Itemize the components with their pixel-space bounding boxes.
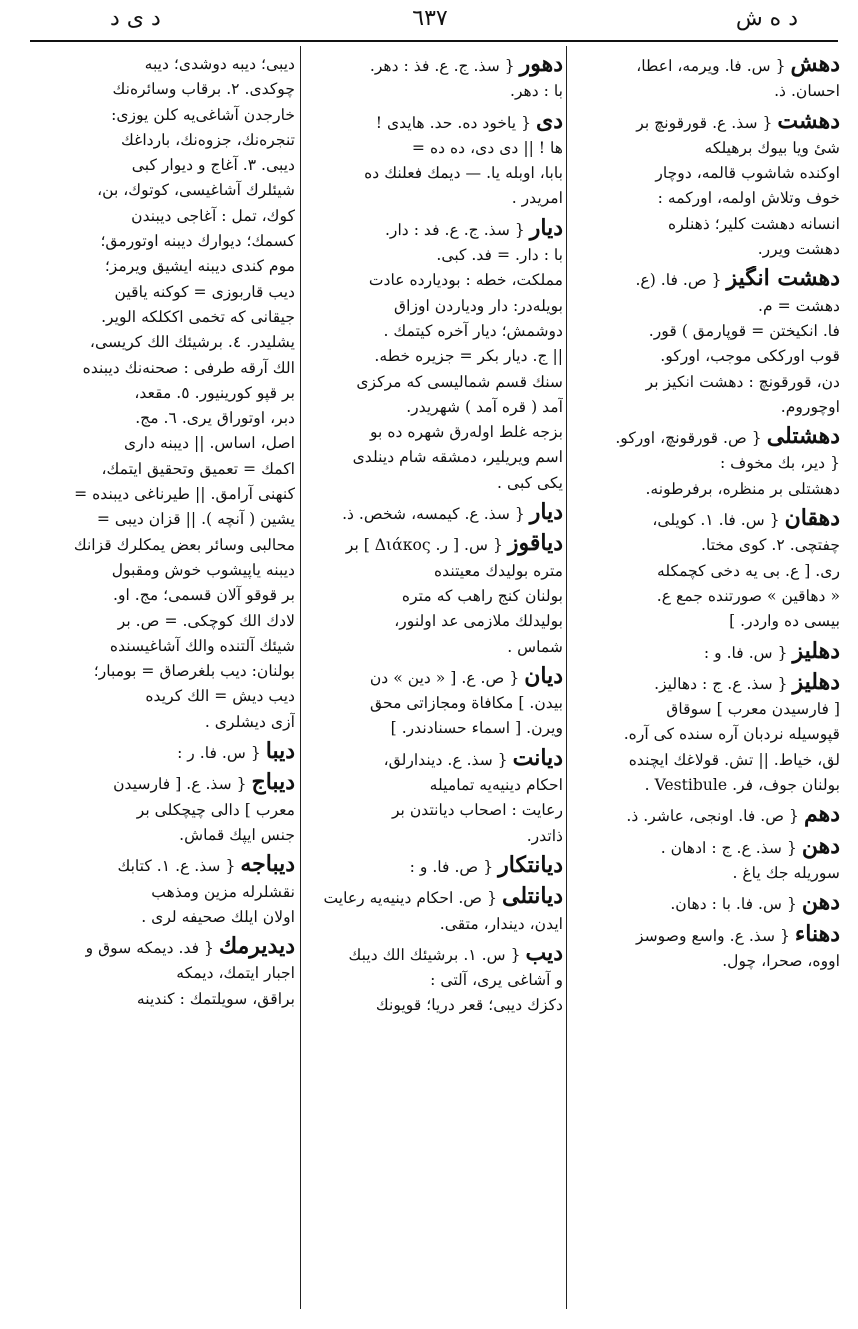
dictionary-entry bbox=[570, 266, 840, 420]
entry-line bbox=[305, 294, 563, 319]
definition-text: امریدر . bbox=[511, 189, 563, 208]
entry-line bbox=[25, 739, 295, 766]
definition-text: سنك قسم شمالیسی که مرکزی bbox=[356, 372, 563, 391]
definition-text: { ص. احکام دینیه‌یه رعایت bbox=[323, 889, 498, 908]
entry-line bbox=[25, 381, 295, 406]
definition-text: یشلیدر. ٤. برشیئك الك کریسی، bbox=[89, 333, 295, 352]
column-divider bbox=[566, 46, 567, 1309]
entry-line bbox=[25, 229, 295, 254]
entry-line bbox=[570, 451, 840, 476]
dictionary-entry bbox=[305, 746, 563, 849]
definition-text: { ص. ع. [ « دین » دن bbox=[369, 668, 520, 687]
definition-text: { سذ. ج. ع. فد : دار. bbox=[384, 220, 525, 239]
entry-line bbox=[570, 773, 840, 798]
definition-text: قپوسیله نردبان آره سنده کی آره‌. bbox=[623, 725, 840, 744]
definition-text: کسمك؛ دیوارك دیبنه اوتورمق؛ bbox=[100, 232, 295, 251]
page-number: ٦٣٧ bbox=[412, 6, 448, 31]
entry-line bbox=[570, 477, 840, 502]
dictionary-entry bbox=[305, 52, 563, 105]
definition-text: بولیدلك ملازمی عد اولنور، bbox=[394, 612, 563, 631]
entry-line bbox=[570, 697, 840, 722]
dictionary-entry bbox=[25, 770, 295, 848]
definition-text: { سذ. ع. دیندارلق، bbox=[383, 750, 508, 769]
entry-line bbox=[570, 802, 840, 829]
headword: دهلیز bbox=[792, 669, 840, 695]
running-head-right: د ه ش bbox=[735, 6, 798, 31]
definition-text: الك آرقه طرفی : صحنه‌نك دیبنده bbox=[82, 358, 295, 377]
entry-line bbox=[305, 635, 563, 660]
headword: دهلیز bbox=[792, 638, 840, 664]
entry-line bbox=[305, 370, 563, 395]
definition-text: || ج. دیار بکر = جزیره خطه. bbox=[374, 347, 563, 366]
definition-text: یکی کبی . bbox=[497, 473, 563, 492]
definition-text: دبر، اوتوراق یری. ٦. مج. bbox=[135, 409, 295, 428]
dictionary-entry bbox=[25, 852, 295, 930]
column-right bbox=[570, 52, 840, 1317]
entry-line bbox=[25, 961, 295, 986]
definition-text: بولنان: دیب بلغرصاق = بومبار؛ bbox=[93, 662, 295, 681]
entry-line bbox=[25, 880, 295, 905]
headword: دهناء bbox=[794, 921, 840, 947]
entry-line bbox=[25, 987, 295, 1012]
definition-text: شیئك آلتنده والك آشاغیسنده bbox=[109, 636, 295, 655]
definition-text: چوکدی. ٢. برقاب وسائره‌نك bbox=[112, 80, 295, 99]
entry-line bbox=[25, 280, 295, 305]
definition-text: چفتچی. ٢. کوی مختا. bbox=[701, 536, 840, 555]
entry-line bbox=[305, 609, 563, 634]
entry-line bbox=[25, 153, 295, 178]
dictionary-entry bbox=[305, 216, 563, 496]
entry-line bbox=[305, 268, 563, 293]
running-head-left: د ی د bbox=[110, 6, 161, 31]
entry-line bbox=[25, 507, 295, 532]
definition-text: { سذ. ع. واسع وصوسز bbox=[635, 926, 790, 945]
entry-line bbox=[25, 178, 295, 203]
definition-text: جیقانی که تخمی اککلکه الویر. bbox=[101, 307, 295, 326]
entry-line bbox=[305, 344, 563, 369]
entry-line bbox=[25, 558, 295, 583]
entry-line bbox=[305, 584, 563, 609]
definition-text: { ص. فا. (ع. bbox=[635, 271, 722, 290]
entry-line bbox=[305, 79, 563, 104]
entry-line bbox=[25, 798, 295, 823]
entry-line bbox=[570, 161, 840, 186]
entry-line bbox=[25, 305, 295, 330]
definition-text: اولان ایلك صحیفه لری . bbox=[141, 907, 295, 926]
definition-text: { س. [ ر. Διάκος ] بر bbox=[345, 536, 503, 555]
entry-line bbox=[570, 861, 840, 886]
definition-text: شماس . bbox=[507, 637, 563, 656]
entry-line bbox=[570, 949, 840, 974]
entry-line bbox=[305, 161, 563, 186]
entry-line bbox=[25, 356, 295, 381]
definition-text: { سذ. ع. ج : دهالیز. bbox=[654, 674, 788, 693]
entry-line bbox=[25, 823, 295, 848]
definition-text: اوچوروم. bbox=[780, 397, 840, 416]
entry-line bbox=[570, 922, 840, 949]
definition-text: دیب دیش = الك کریده bbox=[145, 687, 295, 706]
entry-line bbox=[305, 136, 563, 161]
definition-text: دن، قورقونچ : دهشت انکیز بر bbox=[645, 372, 840, 391]
headword: دیار bbox=[529, 215, 563, 241]
definition-text: { س. فا. ویرمه، اعطا، bbox=[636, 57, 786, 75]
headword: دهش bbox=[790, 52, 840, 77]
entry-line bbox=[570, 748, 840, 773]
headword: دهشت bbox=[777, 108, 840, 134]
definition-text: متره بولیدك معیتنده bbox=[434, 561, 563, 580]
dictionary-entry bbox=[305, 941, 563, 1019]
entry-line bbox=[570, 506, 840, 533]
entry-line bbox=[570, 186, 840, 211]
entry-line bbox=[25, 431, 295, 456]
definition-text: موم کندی دیبنه ایشیق ویرمز؛ bbox=[104, 257, 295, 276]
definition-text: رعایت : اصحاب دیانتدن بر bbox=[391, 801, 563, 820]
headword: دهن bbox=[801, 833, 840, 859]
entry-line bbox=[570, 136, 840, 161]
entry-line bbox=[570, 424, 840, 451]
definition-text: بولنان کنج راهب که متره bbox=[401, 586, 563, 605]
dictionary-entry bbox=[25, 934, 295, 1012]
definition-text: فا. انکیختن = قوپارمق ) قور. bbox=[648, 321, 840, 340]
headword: دهشت انگیز bbox=[726, 266, 840, 292]
entry-line bbox=[305, 319, 563, 344]
definition-text: محالبی وسائر بعض یمکلرك قزانك bbox=[73, 535, 295, 554]
definition-text: { ص. فا. اونجی، عاشر. ذ. bbox=[626, 807, 799, 826]
entry-line bbox=[25, 583, 295, 608]
entry-line bbox=[25, 457, 295, 482]
definition-text: اجبار ایتمك، دیمکه bbox=[176, 964, 295, 983]
dictionary-entry bbox=[570, 834, 840, 887]
definition-text: دهشت = م. bbox=[758, 296, 840, 315]
entry-line bbox=[305, 186, 563, 211]
entry-line bbox=[305, 395, 563, 420]
definition-text: اسم ویریلیر، دمشقه شام دینلدی bbox=[352, 448, 563, 467]
entry-line bbox=[305, 912, 563, 937]
definition-text: سوریله جك یاغ . bbox=[732, 863, 840, 882]
definition-text: { سذ. ع. قورقونچ بر bbox=[636, 113, 773, 132]
headword: دیب bbox=[525, 940, 563, 966]
definition-text: { ص. فا. و : bbox=[409, 857, 494, 876]
headword: دی bbox=[535, 108, 563, 134]
entry-line bbox=[25, 659, 295, 684]
definition-text: مملکت، خطه : بودیارده عادت bbox=[368, 271, 563, 290]
entry-line bbox=[570, 584, 840, 609]
column-middle bbox=[305, 52, 563, 1317]
headword: دهور bbox=[519, 52, 563, 77]
entry-line bbox=[25, 905, 295, 930]
entry-line bbox=[305, 109, 563, 136]
entry-line bbox=[570, 294, 840, 319]
dictionary-entry bbox=[25, 52, 295, 735]
entry-line bbox=[570, 639, 840, 666]
definition-text: نقشلرله مزین ومذهب bbox=[151, 882, 295, 901]
definition-text: اووه، صحرا، چول. bbox=[722, 951, 840, 970]
entry-line bbox=[305, 52, 563, 79]
definition-text: دیبنه یاپیشوب خوش ومقبول bbox=[111, 560, 295, 579]
entry-line bbox=[305, 773, 563, 798]
entry-line bbox=[25, 254, 295, 279]
dictionary-entry bbox=[570, 922, 840, 975]
headword: دیانتکار bbox=[498, 852, 563, 878]
definition-text: { دیر، بك مخوف : bbox=[719, 454, 840, 473]
definition-text: کوك، تمل : آغاجی دیبندن bbox=[131, 206, 295, 225]
definition-text: دیب قاربوزی = کوکنه یاقین bbox=[114, 282, 295, 301]
definition-text: خوف وتلاش اولمه، اورکمه : bbox=[657, 189, 840, 208]
entry-line bbox=[570, 319, 840, 344]
entry-line bbox=[25, 406, 295, 431]
definition-text: { سذ. ج. ع. فذ : دهر. bbox=[369, 57, 515, 75]
headword: دیبا bbox=[265, 739, 295, 765]
entry-line bbox=[25, 77, 295, 102]
headword: دهشتلی bbox=[766, 424, 840, 450]
definition-text: { س. ١. برشیئك الك دیبك bbox=[348, 945, 521, 964]
definition-text: { س. فا. و : bbox=[703, 643, 788, 662]
entry-line bbox=[25, 204, 295, 229]
entry-line bbox=[25, 609, 295, 634]
entry-line bbox=[305, 243, 563, 268]
headword: دیباج bbox=[251, 770, 295, 796]
entry-line bbox=[570, 559, 840, 584]
definition-text: معرب ] دالی چیچکلی بر bbox=[136, 800, 295, 819]
definition-text: { یاخود ده. حد. هایدی ! bbox=[375, 113, 531, 132]
entry-line bbox=[570, 237, 840, 262]
definition-text: [ فارسیدن معرب ] سوقاق bbox=[666, 700, 840, 719]
definition-text: با : دار. = فد. کبی. bbox=[436, 246, 563, 265]
entry-line bbox=[305, 716, 563, 741]
entry-line bbox=[25, 684, 295, 709]
definition-text: { ص. قورقونچ، اورکو. bbox=[615, 429, 762, 448]
dictionary-entry bbox=[570, 424, 840, 502]
dictionary-entry bbox=[25, 739, 295, 766]
entry-line bbox=[305, 993, 563, 1018]
definition-text: ها ! || دی دی، ده ده = bbox=[411, 138, 563, 157]
entry-line bbox=[570, 670, 840, 697]
headword: دهقان bbox=[784, 506, 840, 532]
definition-text: بر قوقو آلان قسمی؛ مج. او. bbox=[113, 586, 295, 605]
headword: دیاقوز bbox=[507, 531, 563, 557]
entry-line bbox=[25, 852, 295, 879]
definition-text: بر قپو کورینیور. ٥. مقعد، bbox=[134, 383, 295, 402]
definition-text: شیئلرك آشاغیسی، کوتوك، بن، bbox=[97, 181, 295, 200]
headword: دیانت bbox=[512, 745, 563, 771]
dictionary-entry bbox=[305, 109, 563, 212]
definition-text: احکام دینیه‌یه تمامیله bbox=[429, 776, 563, 795]
headword: دیان bbox=[524, 663, 563, 689]
dictionary-entry bbox=[570, 109, 840, 263]
definition-text: دیبی. ٣. آغاج و دیوار کبی bbox=[131, 156, 295, 175]
definition-text: { سذ. ع. ١. کتابك bbox=[117, 857, 236, 876]
headword: دیار bbox=[529, 500, 563, 526]
entry-line bbox=[570, 79, 840, 104]
entry-line bbox=[25, 770, 295, 797]
entry-line bbox=[305, 798, 563, 823]
entry-line bbox=[25, 330, 295, 355]
entry-line bbox=[305, 853, 563, 880]
definition-text: شیٔ ویا بیوك برهیلکه bbox=[704, 138, 840, 157]
definition-text: { سذ. ع. ج : ادهان . bbox=[660, 838, 797, 857]
definition-text: بویله‌در: دار ودیاردن اوزاق bbox=[394, 296, 563, 315]
entry-line bbox=[305, 559, 563, 584]
definition-text: لق، خیاط. || تش. قولاغك ایچنده bbox=[628, 750, 840, 769]
entry-line bbox=[305, 664, 563, 691]
entry-line bbox=[570, 52, 840, 79]
dictionary-entry bbox=[570, 52, 840, 105]
definition-text: انسانه دهشت کلیر؛ ذهنلره bbox=[668, 214, 840, 233]
definition-text: اصل، اساس. || دیبنه داری bbox=[124, 434, 295, 453]
entry-line bbox=[570, 344, 840, 369]
dictionary-entry bbox=[570, 802, 840, 829]
definition-text: { س. فا. با : دهان. bbox=[670, 895, 797, 914]
entry-line bbox=[25, 103, 295, 128]
entry-line bbox=[25, 52, 295, 77]
entry-line bbox=[570, 533, 840, 558]
entry-line bbox=[305, 691, 563, 716]
dictionary-entry bbox=[570, 670, 840, 798]
headword: دیدیرمك bbox=[218, 934, 295, 960]
entry-line bbox=[25, 128, 295, 153]
entry-line bbox=[305, 445, 563, 470]
entry-line bbox=[570, 609, 840, 634]
definition-text: بزجه غلط اوله‌رق شهره ده بو bbox=[370, 423, 563, 442]
entry-line bbox=[305, 746, 563, 773]
definition-text: { فد. دیمکه سوق و bbox=[85, 939, 214, 958]
dictionary-entry bbox=[305, 884, 563, 937]
header-rule bbox=[30, 40, 838, 42]
entry-line bbox=[570, 722, 840, 747]
definition-text: احسان. ذ. bbox=[774, 82, 840, 101]
entry-line bbox=[305, 968, 563, 993]
definition-text: آمد ( قره آمد ) شهریدر. bbox=[406, 397, 563, 416]
entry-line bbox=[305, 420, 563, 445]
dictionary-entry bbox=[305, 531, 563, 659]
definition-text: { سذ. ع. [ فارسیدن bbox=[113, 775, 247, 794]
definition-text: دهشت ویرر. bbox=[757, 240, 840, 259]
dictionary-entry bbox=[570, 890, 840, 917]
definition-text: بیسی ده واردر. ] bbox=[729, 612, 840, 631]
definition-text: براقق، سویلتمك : کندینه bbox=[136, 989, 295, 1008]
definition-text: اکمك = تعمیق وتحقیق ایتمك، bbox=[101, 459, 295, 478]
definition-text: ویرن. [ اسماء حسنادندر. ] bbox=[390, 719, 563, 738]
definition-text: جنس ایپك قماش. bbox=[179, 825, 295, 844]
definition-text: لادك الك کوچکی. = ص. بر bbox=[117, 611, 295, 630]
entry-line bbox=[570, 890, 840, 917]
definition-text: ری. [ ع. بی یه دخی کچمکله bbox=[656, 561, 840, 580]
entry-line bbox=[570, 109, 840, 136]
definition-text: اوکنده شاشوب قالمه، دوچار bbox=[655, 164, 840, 183]
definition-text: { س. فا. ر : bbox=[177, 744, 261, 763]
definition-text: قوب اورککی موجب، اورکو. bbox=[660, 347, 840, 366]
entry-line bbox=[570, 266, 840, 293]
entry-line bbox=[25, 482, 295, 507]
definition-text: { سذ. ع. کیمسه، شخص. ذ. bbox=[342, 505, 525, 524]
definition-text: « دهاقین » صورتنده جمع ع. bbox=[656, 586, 840, 605]
dictionary-entry bbox=[570, 506, 840, 634]
entry-line bbox=[25, 710, 295, 735]
entry-line bbox=[25, 634, 295, 659]
definition-text: دهشتلی بر منظره، برفرطونه. bbox=[645, 479, 840, 498]
entry-line bbox=[305, 471, 563, 496]
headword: دیانتلی bbox=[501, 884, 563, 910]
entry-line bbox=[25, 533, 295, 558]
headword: دهن bbox=[801, 890, 840, 916]
definition-text: بیدن. ] مکافاة ومجازاتی محق bbox=[370, 694, 563, 713]
entry-line bbox=[305, 941, 563, 968]
definition-text: ذاتدر. bbox=[526, 826, 563, 845]
definition-text: خارجدن آشاغی‌یه کلن یوزی: bbox=[111, 105, 295, 124]
definition-text: و آشاغی یری، آلتی : bbox=[430, 971, 563, 990]
entry-line bbox=[305, 500, 563, 527]
column-divider bbox=[300, 46, 301, 1309]
entry-line bbox=[305, 216, 563, 243]
entry-line bbox=[305, 531, 563, 558]
definition-text: ایدن، دیندار، متقی. bbox=[439, 914, 563, 933]
entry-line bbox=[570, 370, 840, 395]
dictionary-entry bbox=[570, 639, 840, 666]
definition-text: بولنان جوف، فر. Vestibule . bbox=[644, 776, 840, 795]
definition-text: دیبی؛ دیبه دوشدی؛ دیبه bbox=[144, 55, 295, 73]
definition-text: با : دهر. bbox=[510, 82, 563, 101]
definition-text: بابا، اوبله یا. — دیمك فعلنك ده bbox=[364, 164, 563, 183]
headword: دیباجه bbox=[240, 852, 295, 878]
column-left bbox=[25, 52, 295, 1317]
entry-line bbox=[570, 212, 840, 237]
entry-line bbox=[570, 834, 840, 861]
entry-line bbox=[305, 824, 563, 849]
headword: دهم bbox=[803, 802, 840, 828]
definition-text: دکزك دیبی؛ قعر دریا؛ قویونك bbox=[375, 996, 563, 1015]
definition-text: { س. فا. ١. کویلی، bbox=[652, 511, 780, 530]
entry-line bbox=[570, 395, 840, 420]
dictionary-entry bbox=[305, 853, 563, 880]
dictionary-entry bbox=[305, 664, 563, 742]
definition-text: آزی دیشلری . bbox=[204, 712, 295, 731]
definition-text: دوشمش؛ دیار آخره کیتمك . bbox=[383, 321, 563, 340]
definition-text: یشین ( آنچه ). || قزان دیبی = bbox=[96, 510, 295, 529]
definition-text: کنهنی آرامق. || طیرناغی دیبنده = bbox=[74, 485, 295, 504]
entry-line bbox=[305, 884, 563, 911]
dictionary-entry bbox=[305, 500, 563, 527]
entry-line bbox=[25, 934, 295, 961]
definition-text: تنجره‌نك، جزوه‌نك، بارداغك bbox=[121, 130, 295, 149]
